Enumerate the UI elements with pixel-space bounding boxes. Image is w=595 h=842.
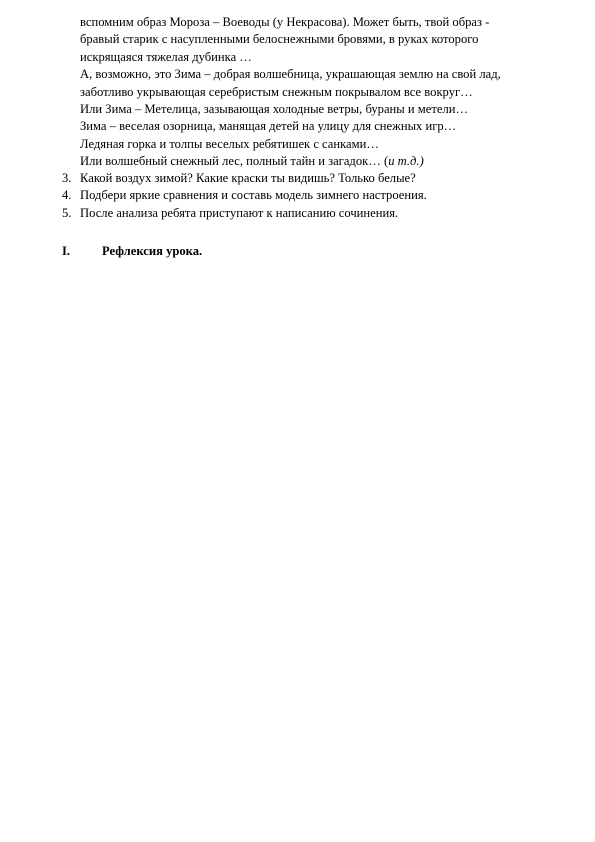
last-line-italic: и т.д.) xyxy=(388,154,424,169)
list-item-text: После анализа ребята приступают к написанию сочинения. xyxy=(80,205,399,220)
last-line-text: Или волшебный снежный лес, полный тайн и загадок… ( xyxy=(80,154,389,169)
paragraph-line: бравый старик с насупленными белоснежными бровями, в руках которого xyxy=(80,32,479,47)
paragraph-line: Зима – веселая озорница, манящая детей на улицу для снежных игр… xyxy=(80,119,457,134)
section-number: I. xyxy=(62,244,71,258)
paragraph-line: А, возможно, это Зима – добрая волшебница, украшающая землю на свой лад, xyxy=(80,67,501,82)
paragraph-line: Или Зима – Метелица, зазывающая холодные ветры, бураны и метели… xyxy=(80,102,469,117)
list-item-text: Подбери яркие сравнения и составь модель зимнего настроения. xyxy=(80,188,427,203)
paragraph-line: заботливо укрывающая серебристым снежным покрывалом все вокруг… xyxy=(80,84,473,99)
body-paragraph xyxy=(80,14,550,171)
paragraph-last-line xyxy=(80,153,550,170)
list-item-number: 3. xyxy=(62,171,72,185)
paragraph-line: вспомним образ Мороза – Воеводы (у Некрасова). Может быть, твой образ - xyxy=(80,15,490,29)
paragraph-line: Ледяная горка и толпы веселых ребятишек с санками… xyxy=(80,136,379,151)
section-title: Рефлексия урока. xyxy=(102,244,203,258)
list-item xyxy=(62,170,552,187)
list-item-number: 5. xyxy=(62,205,72,220)
numbered-list xyxy=(62,170,552,222)
list-item-number: 4. xyxy=(62,188,72,203)
list-item xyxy=(62,205,552,222)
section-heading xyxy=(62,243,202,260)
list-item xyxy=(62,187,552,204)
list-item-text: Какой воздух зимой? Какие краски ты видишь? Только белые? xyxy=(80,171,416,185)
paragraph-line: искрящаяся тяжелая дубинка … xyxy=(80,49,252,64)
